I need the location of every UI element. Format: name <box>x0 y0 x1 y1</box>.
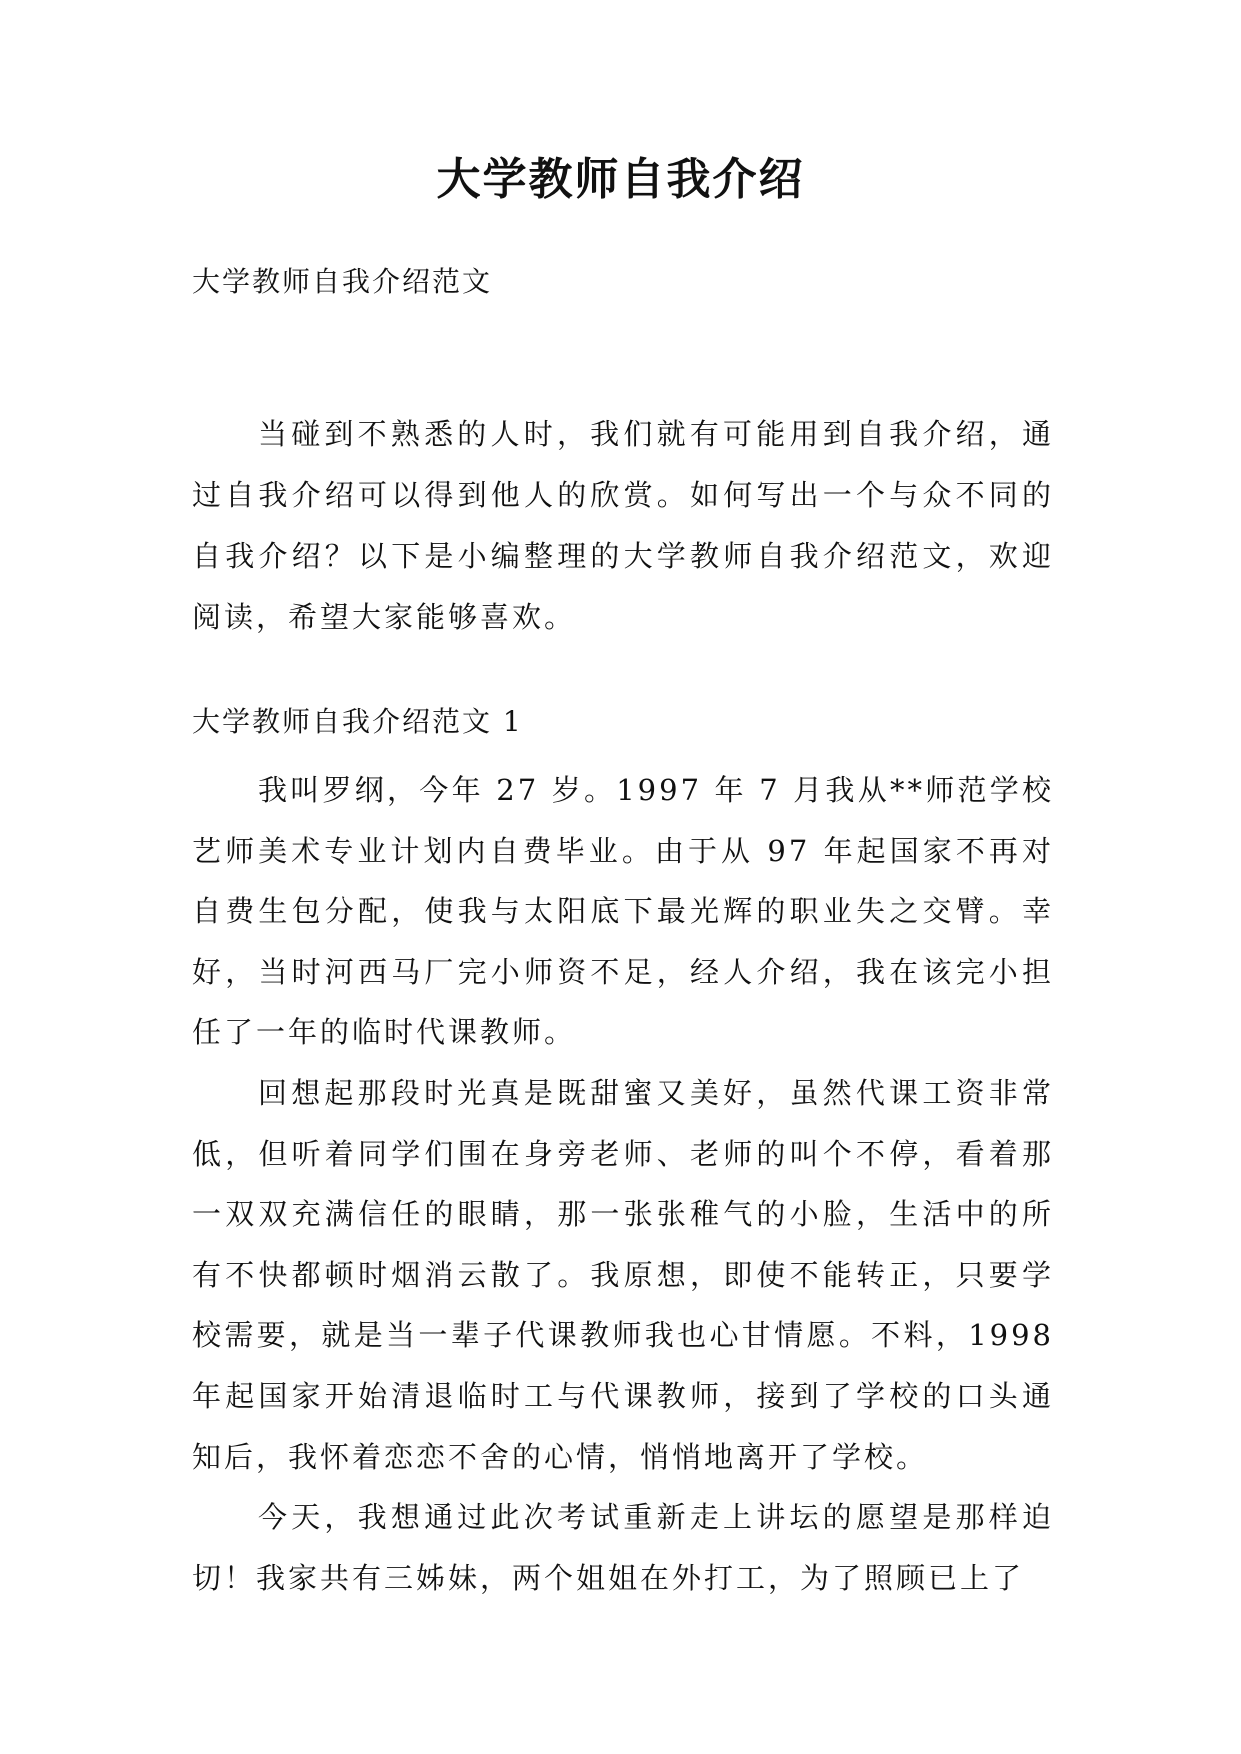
body-paragraph: 我叫罗纲，今年 27 岁。1997 年 7 月我从**师范学校艺师美术专业计划内自费毕业。由于从 97 年起国家不再对自费生包分配，使我与太阳底下最光辉的职业失之交臂。幸好，当时河西马厂完小师资不足，经人介绍，我在该完小担任了一年的临时代课教师。 <box>192 773 1054 1050</box>
document-subtitle: 大学教师自我介绍范文 <box>192 265 493 298</box>
section-body <box>192 760 1054 1608</box>
document-title: 大学教师自我介绍 <box>436 154 805 205</box>
body-paragraph: 今天，我想通过此次考试重新走上讲坛的愿望是那样迫切！我家共有三姊妹，两个姐姐在外打工，为了照顾已上了 <box>192 1500 1054 1595</box>
body-paragraph: 回想起那段时光真是既甜蜜又美好，虽然代课工资非常低，但听着同学们围在身旁老师、老师的叫个不停，看着那一双双充满信任的眼睛，那一张张稚气的小脸，生活中的所有不快都顿时烟消云散了。我原想，即使不能转正，只要学校需要，就是当一辈子代课教师我也心甘情愿。不料，1998 年起国家开始清退临时工与代课教师，接到了学校的口头通知后，我怀着恋恋不舍的心情，悄悄地离开了学校。 <box>192 1075 1054 1474</box>
intro-paragraph: 当碰到不熟悉的人时，我们就有可能用到自我介绍，通过自我介绍可以得到他人的欣赏。如何写出一个与众不同的自我介绍？以下是小编整理的大学教师自我介绍范文，欢迎阅读，希望大家能够喜欢。 <box>192 417 1054 634</box>
section-heading: 大学教师自我介绍范文 1 <box>192 705 523 738</box>
